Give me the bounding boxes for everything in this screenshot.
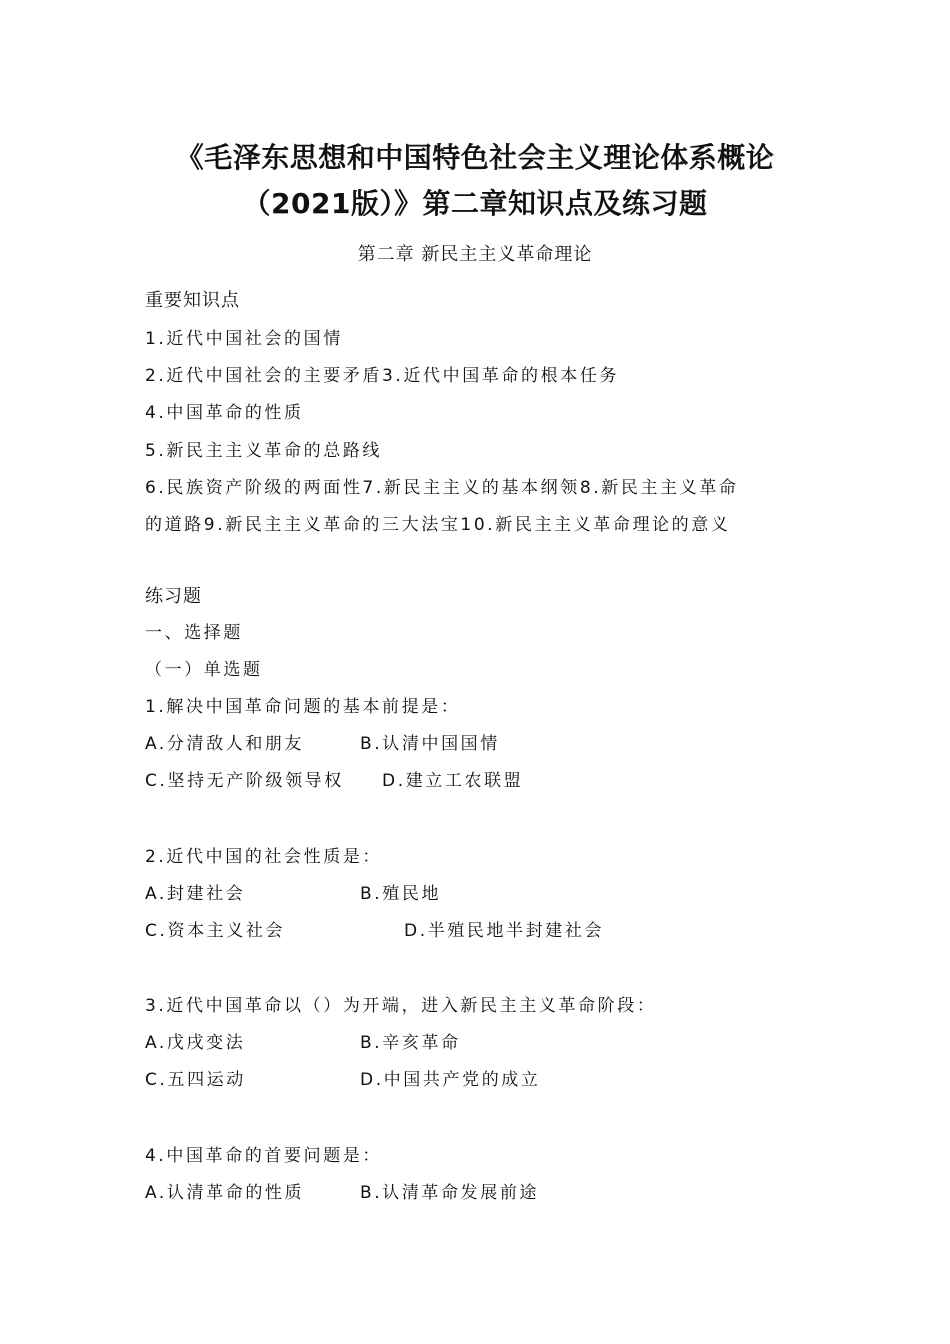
knowledge-line: 4.中国革命的性质	[145, 403, 304, 423]
knowledge-heading: 重要知识点	[145, 290, 240, 311]
knowledge-line: 的道路9.新民主主义革命的三大法宝10.新民主主义革命理论的意义	[145, 515, 731, 535]
question-stem: 4.中国革命的首要问题是：	[145, 1146, 383, 1166]
option-a: A.封建社会	[145, 884, 246, 904]
document-title-line-1: 《毛泽东思想和中国特色社会主义理论体系概论	[175, 141, 775, 174]
option-c: C.资本主义社会	[145, 921, 286, 941]
question-stem: 1.解决中国革命问题的基本前提是：	[145, 697, 461, 717]
question-stem: 2.近代中国的社会性质是：	[145, 847, 383, 867]
option-a: A.戊戌变法	[145, 1033, 246, 1053]
section-heading: 一、选择题	[145, 623, 243, 643]
option-b: B.辛亥革命	[360, 1033, 461, 1053]
question-stem: 3.近代中国革命以（）为开端，进入新民主主义革命阶段：	[145, 996, 657, 1016]
document-title-line-2: （2021版）》第二章知识点及练习题	[242, 187, 708, 220]
knowledge-line: 1.近代中国社会的国情	[145, 329, 343, 349]
option-a: A.认清革命的性质	[145, 1183, 305, 1203]
knowledge-line: 2.近代中国社会的主要矛盾3.近代中国革命的根本任务	[145, 366, 620, 386]
option-c: C.五四运动	[145, 1070, 246, 1090]
subsection-heading: （一）单选题	[145, 660, 263, 680]
option-d: D.中国共产党的成立	[360, 1070, 541, 1090]
option-d: D.半殖民地半封建社会	[404, 921, 605, 941]
option-b: B.认清革命发展前途	[360, 1183, 540, 1203]
option-c: C.坚持无产阶级领导权	[145, 771, 344, 791]
option-b: B.殖民地	[360, 884, 442, 904]
chapter-title: 第二章 新民主主义革命理论	[357, 244, 593, 265]
knowledge-line: 6.民族资产阶级的两面性7.新民主主义的基本纲领8.新民主主义革命	[145, 478, 739, 498]
option-b: B.认清中国国情	[360, 734, 500, 754]
option-d: D.建立工农联盟	[382, 771, 524, 791]
knowledge-line: 5.新民主主义革命的总路线	[145, 441, 383, 461]
exercises-heading: 练习题	[145, 586, 202, 607]
option-a: A.分清敌人和朋友	[145, 734, 305, 754]
